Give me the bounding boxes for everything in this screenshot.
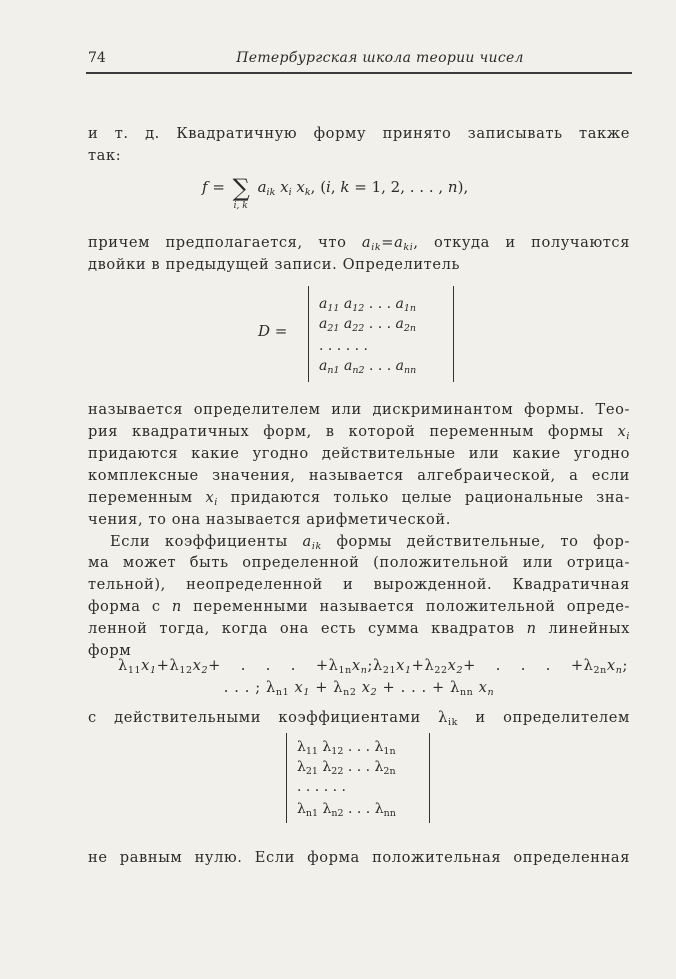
math-subscript: 21 xyxy=(382,665,397,676)
text-line xyxy=(118,656,628,676)
math-base: a xyxy=(343,358,353,374)
text-line xyxy=(88,400,630,420)
text-line xyxy=(88,233,630,253)
text-line xyxy=(88,848,630,868)
math-symbol xyxy=(323,801,344,817)
math-base: x xyxy=(617,423,627,440)
math-base: λ xyxy=(266,679,276,696)
text-run: + xyxy=(411,657,425,674)
text-run: не равным нулю. Если форма положительная определенная xyxy=(88,849,630,866)
text-line xyxy=(88,466,630,486)
determinant-row xyxy=(297,739,396,755)
text-run: = 1, 2, . . . , xyxy=(349,178,448,196)
math-symbol xyxy=(362,234,381,251)
text-run: придаются какие угодно действительные или какие угодно xyxy=(88,445,630,462)
math-base: λ xyxy=(438,709,449,726)
math-subscript: 11 xyxy=(305,746,318,757)
text-run: так: xyxy=(88,147,122,164)
math-base: x xyxy=(280,178,289,196)
math-subscript: n xyxy=(360,665,368,676)
text-run: тельной), неопределенной и вырожденной. Квадратичная xyxy=(88,576,630,593)
text-run: , xyxy=(330,178,341,196)
math-subscript: n2 xyxy=(343,687,357,698)
math-symbol xyxy=(344,316,364,332)
math-subscript: n xyxy=(487,687,495,698)
text-line xyxy=(88,619,630,639)
math-base: x xyxy=(361,679,371,696)
math-symbol xyxy=(141,657,157,674)
math-subscript: 1n xyxy=(403,303,417,314)
text-run: = xyxy=(381,234,395,251)
math-base: k xyxy=(340,178,350,196)
math-base: x xyxy=(192,657,202,674)
math-subscript: k xyxy=(304,187,311,198)
math-base: a xyxy=(319,296,328,312)
math-symbol xyxy=(296,178,310,196)
math-symbol xyxy=(375,739,396,755)
text-run: . . . xyxy=(343,739,375,755)
math-symbol xyxy=(448,178,458,196)
text-run: . . . xyxy=(364,316,396,332)
math-subscript: ik xyxy=(448,717,459,728)
math-symbol xyxy=(352,657,368,674)
math-symbol xyxy=(319,358,340,374)
math-symbol xyxy=(396,358,417,374)
math-subscript: i xyxy=(288,187,292,198)
math-symbol xyxy=(193,657,209,674)
text-line xyxy=(88,444,630,464)
math-subscript: 2n xyxy=(593,665,607,676)
determinant-row xyxy=(297,759,396,775)
text-run: . . . xyxy=(343,759,375,775)
math-subscript: 1n xyxy=(383,746,396,757)
math-subscript: ik xyxy=(311,541,322,552)
math-symbol xyxy=(438,709,458,726)
math-subscript: n2 xyxy=(352,365,365,376)
math-base: a xyxy=(257,178,267,196)
sum-sign xyxy=(232,174,250,211)
text-run: + xyxy=(156,657,170,674)
math-symbol xyxy=(375,801,396,817)
math-symbol xyxy=(618,423,630,440)
math-symbol xyxy=(118,657,141,674)
text-line xyxy=(88,708,630,728)
math-subscript: 22 xyxy=(352,323,365,334)
math-symbol xyxy=(319,316,339,332)
math-symbol xyxy=(396,296,417,312)
math-symbol xyxy=(297,739,318,755)
determinant-lambda xyxy=(286,733,430,823)
math-subscript: ik xyxy=(371,242,382,253)
math-symbol xyxy=(297,801,318,817)
math-base: λ xyxy=(169,657,180,674)
math-base: a xyxy=(395,296,404,312)
text-line xyxy=(88,488,630,508)
math-base: x xyxy=(296,178,305,196)
math-symbol xyxy=(205,489,217,506)
math-base: λ xyxy=(328,657,339,674)
math-subscript: 11 xyxy=(127,665,142,676)
math-symbol xyxy=(396,316,417,332)
formula-body xyxy=(258,178,469,196)
math-symbol xyxy=(280,178,292,196)
text-run: чения, то она называется арифметической. xyxy=(88,511,451,528)
text-run: линейных xyxy=(536,620,630,637)
text-run: . . . xyxy=(343,801,375,817)
math-subscript: n1 xyxy=(275,687,290,698)
math-base: a xyxy=(319,358,328,374)
math-symbol xyxy=(172,598,182,615)
math-base: a xyxy=(394,234,404,251)
text-run: и определителем xyxy=(458,709,630,726)
math-symbol xyxy=(362,679,378,696)
math-symbol xyxy=(319,296,339,312)
math-base: λ xyxy=(297,739,306,755)
determinant-row xyxy=(319,358,416,374)
page-number: 74 xyxy=(88,50,106,66)
math-subscript: 11 xyxy=(327,303,340,314)
determinant-row xyxy=(297,779,346,795)
text-line xyxy=(88,597,630,617)
math-base: λ xyxy=(424,657,435,674)
text-run: придаются только целые рациональные зна- xyxy=(217,489,630,506)
text-run: рия квадратичных форм, в которой переменным формы xyxy=(88,423,618,440)
math-base: a xyxy=(395,358,405,374)
math-subscript: 2 xyxy=(201,665,209,676)
text-line xyxy=(88,553,630,573)
math-base: λ xyxy=(297,759,306,775)
math-subscript: 12 xyxy=(331,746,344,757)
math-subscript: ki xyxy=(403,242,414,253)
text-line xyxy=(88,575,630,595)
text-run: ма может быть определенной (положительной или отрица- xyxy=(88,554,630,571)
text-run: . . . ; xyxy=(223,679,266,696)
text-run: + xyxy=(309,679,334,696)
math-symbol xyxy=(333,679,356,696)
text-line xyxy=(88,678,630,698)
math-symbol xyxy=(344,358,365,374)
math-base: x xyxy=(141,657,150,674)
math-base: λ xyxy=(374,739,384,755)
determinant-a xyxy=(308,286,454,382)
math-base: x xyxy=(478,679,488,696)
text-run: ленной тогда, когда она есть сумма квадратов xyxy=(88,620,527,637)
math-subscript: 12 xyxy=(352,303,365,314)
text-run: ; xyxy=(367,657,373,674)
math-symbol xyxy=(448,657,464,674)
math-base: n xyxy=(447,178,458,196)
text-run: формы действительные, то фор- xyxy=(321,533,631,550)
formula-lhs: f = xyxy=(202,178,225,196)
text-run: переменными называется положительной опреде- xyxy=(181,598,630,615)
math-symbol xyxy=(322,739,343,755)
math-subscript: ik xyxy=(266,187,276,198)
math-symbol xyxy=(607,657,623,674)
math-subscript: 2 xyxy=(456,665,464,676)
math-subscript: n1 xyxy=(305,808,319,819)
text-line xyxy=(88,146,630,166)
math-symbol xyxy=(479,679,495,696)
text-run: переменным xyxy=(88,489,206,506)
math-symbol xyxy=(258,178,276,196)
sum-index: i, k xyxy=(233,201,248,211)
math-subscript: 2n xyxy=(383,766,396,777)
math-subscript: i xyxy=(626,431,630,442)
sum-symbol: ∑ xyxy=(232,174,250,202)
math-subscript: 2n xyxy=(403,323,417,334)
text-run: . . . xyxy=(364,296,396,312)
math-base: a xyxy=(343,296,353,312)
text-run: + . . . + xyxy=(463,657,584,674)
text-run: форм xyxy=(88,642,132,659)
math-symbol xyxy=(266,679,289,696)
math-symbol xyxy=(584,657,607,674)
math-symbol xyxy=(424,657,447,674)
math-base: λ xyxy=(322,759,332,775)
math-symbol xyxy=(373,657,396,674)
determinant-label: D = xyxy=(258,322,288,340)
math-subscript: 21 xyxy=(327,323,340,334)
determinant-row xyxy=(297,801,396,817)
text-line xyxy=(88,422,630,442)
math-base: λ xyxy=(118,657,128,674)
text-run: , ( xyxy=(310,178,327,196)
math-symbol xyxy=(450,679,473,696)
running-title: Петербургская школа теории чисел xyxy=(236,50,524,66)
text-run: Если коэффициенты xyxy=(110,533,303,550)
math-base: x xyxy=(351,657,361,674)
math-base: x xyxy=(294,679,304,696)
text-run: , откуда и получаются xyxy=(413,234,630,251)
text-run: . . . . . . xyxy=(297,779,346,795)
text-line xyxy=(110,532,630,552)
math-symbol xyxy=(527,620,537,637)
math-base: λ xyxy=(333,679,344,696)
text-run: с действительными коэффициентами xyxy=(88,709,439,726)
text-run: причем предполагается, что xyxy=(88,234,362,251)
math-base: λ xyxy=(322,801,332,817)
math-base: λ xyxy=(373,657,383,674)
math-symbol xyxy=(169,657,192,674)
text-run: комплексные значения, называется алгебраической, а если xyxy=(88,467,630,484)
math-base: a xyxy=(343,316,353,332)
text-run: называется определителем или дискриминантом формы. Тео- xyxy=(88,401,630,418)
math-subscript: 1 xyxy=(303,687,310,698)
text-run: . . . xyxy=(364,358,396,374)
text-run: + . . . + xyxy=(208,657,329,674)
math-base: a xyxy=(395,316,404,332)
math-base: a xyxy=(302,533,312,550)
math-subscript: n xyxy=(615,665,623,676)
math-base: x xyxy=(396,657,405,674)
math-subscript: 1 xyxy=(405,665,412,676)
math-subscript: 22 xyxy=(331,766,344,777)
header-rule xyxy=(86,72,632,74)
math-base: x xyxy=(606,657,616,674)
text-run: + . . . + xyxy=(377,679,451,696)
math-base: λ xyxy=(322,739,332,755)
math-base: n xyxy=(171,598,182,615)
math-subscript: n2 xyxy=(331,808,344,819)
math-base: i xyxy=(326,178,331,196)
text-run: и т. д. Квадратичную форму принято записывать также xyxy=(88,125,630,142)
text-run: ; xyxy=(622,657,628,674)
math-symbol xyxy=(303,533,322,550)
math-subscript: 1 xyxy=(150,665,157,676)
formula-quadratic-form xyxy=(202,174,469,211)
math-base: λ xyxy=(583,657,594,674)
math-base: x xyxy=(447,657,457,674)
text-run: форма с xyxy=(88,598,172,615)
math-base: a xyxy=(319,316,328,332)
determinant-row xyxy=(319,338,368,354)
math-subscript: nn xyxy=(404,365,417,376)
math-base: λ xyxy=(374,759,384,775)
text-run: двойки в предыдущей записи. Определитель xyxy=(88,256,461,273)
math-base: a xyxy=(361,234,372,251)
math-symbol xyxy=(294,679,310,696)
math-subscript: nn xyxy=(383,808,396,819)
math-symbol xyxy=(322,759,343,775)
math-symbol xyxy=(396,657,412,674)
math-subscript: n1 xyxy=(327,365,340,376)
math-subscript: 2 xyxy=(370,687,378,698)
math-subscript: 22 xyxy=(434,665,448,676)
text-line xyxy=(88,124,630,144)
math-subscript: 12 xyxy=(179,665,193,676)
math-symbol xyxy=(297,759,318,775)
text-line xyxy=(88,510,630,530)
math-base: λ xyxy=(374,801,384,817)
math-symbol xyxy=(394,234,413,251)
math-base: x xyxy=(205,489,215,506)
math-subscript: 1n xyxy=(338,665,352,676)
math-base: λ xyxy=(450,679,460,696)
text-run: ), xyxy=(457,178,469,196)
math-symbol xyxy=(375,759,396,775)
math-symbol xyxy=(344,296,364,312)
determinant-row xyxy=(319,296,416,312)
math-base: n xyxy=(526,620,537,637)
math-symbol xyxy=(340,178,349,196)
math-symbol xyxy=(329,657,352,674)
text-run: . . . . . . xyxy=(319,338,368,354)
math-base: λ xyxy=(297,801,306,817)
determinant-row xyxy=(319,316,416,332)
math-subscript: i xyxy=(214,497,218,508)
math-subscript: 21 xyxy=(305,766,318,777)
text-line xyxy=(88,255,630,275)
math-subscript: nn xyxy=(459,687,474,698)
